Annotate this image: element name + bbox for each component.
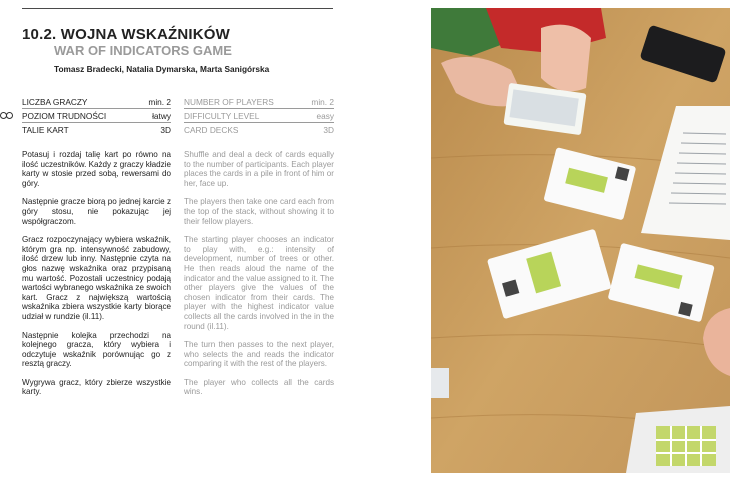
info-value: min. 2 <box>311 97 334 107</box>
section-title-english: WAR OF INDICATORS GAME <box>54 43 232 58</box>
paragraph: Potasuj i rozdaj talię kart po równo na ilość uczestników. Każdy z graczy kładzie karty w stosie przed sobą, rewersami do góry. <box>22 150 171 188</box>
paragraph: Gracz rozpoczynający wybiera wskaźnik, którym gra np. intensywność zabudowy, ilość drzew lub inny. Następnie czyta na głos nazwę wskaźnika oraz przypisaną mu wartość. Pozostali uczestnicy podają wartości wybranego wskaźnika ze swoich kart. Gracz z największą wartością wskaźnika zbiera wszystkie karty biorące udział w rundzie (il.11). <box>22 235 171 321</box>
info-label: LICZBA GRACZY <box>22 97 88 107</box>
rules-text-english <box>184 150 334 406</box>
paragraph: Następnie kolejka przechodzi na kolejnego gracza, który wybiera i odczytuje wskaźnik porównując go z resztą graczy. <box>22 330 171 369</box>
authors: Tomasz Bradecki, Natalia Dymarska, Marta Sanigórska <box>54 64 270 74</box>
section-title-polish: 10.2. WOJNA WSKAŹNIKÓW <box>22 26 231 43</box>
paragraph: The starting player chooses an indicator to play with, e.g.: intensity of development, number of trees or other. He then reads aloud the name of the indicator and the value assigned to it. The other players give the values of the chosen indicator from their cards. The player with the highest indicator value collects all the cards involved in the in the round (il.11). <box>184 235 334 331</box>
photo-illustration <box>431 8 730 473</box>
info-label: POZIOM TRUDNOŚCI <box>22 111 107 121</box>
paragraph: The turn then passes to the next player, who selects the and reads the indicator comparing it with the rest of the players. <box>184 340 334 369</box>
card-box <box>626 406 730 473</box>
paragraph: Następnie gracze biorą po jednej karcie z góry stosu, nie pokazując jej współgraczom. <box>22 197 171 226</box>
game-photo <box>431 8 730 473</box>
rules-text-polish <box>22 150 171 406</box>
hand-right <box>541 25 591 92</box>
card-edge <box>431 368 449 398</box>
info-value: 3D <box>323 125 334 135</box>
paragraph: Wygrywa gracz, który zbierze wszystkie karty. <box>22 377 171 397</box>
row-divider <box>22 108 171 109</box>
info-value: 3D <box>160 125 171 135</box>
top-rule <box>22 8 333 9</box>
paragraph: The players then take one card each from the top of the stack, without showing it to their fellow players. <box>184 197 334 226</box>
info-row-decks-pl <box>0 125 171 137</box>
paragraph: The player who collects all the cards wins. <box>184 377 334 397</box>
row-divider <box>184 108 334 109</box>
info-value: easy <box>316 111 334 121</box>
info-label: NUMBER OF PLAYERS <box>184 97 274 107</box>
info-label: CARD DECKS <box>184 125 239 135</box>
info-value: łatwy <box>152 111 171 121</box>
info-value: min. 2 <box>148 97 171 107</box>
paragraph: Shuffle and deal a deck of cards equally to the number of participants. Each player places the cards in a pile in front of him or her, face up. <box>184 150 334 188</box>
info-label: DIFFICULTY LEVEL <box>184 111 260 121</box>
row-divider <box>184 122 334 123</box>
info-row-decks-en <box>184 125 334 137</box>
row-divider <box>22 122 171 123</box>
info-label: TALIE KART <box>22 125 69 135</box>
